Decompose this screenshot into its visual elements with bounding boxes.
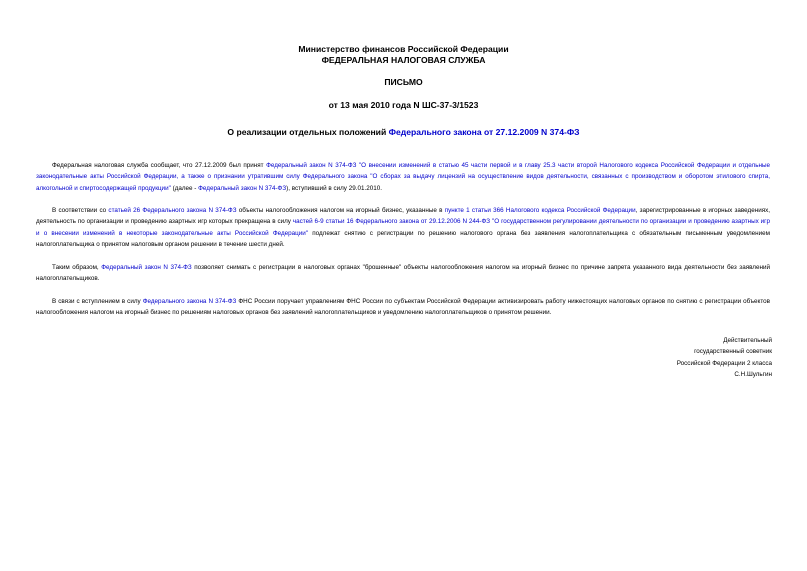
document-header <box>0 44 807 110</box>
paragraph-1: Федеральная налоговая служба сообщает, что 27.12.2009 был принят Федеральный закон N 374-ФЗ "О внесении изменений в статью 45 части первой и в главу 25.3 части второй Налогового кодекса Российской Федерации и отдельные законодательные акты Российской Федерации, а также о признании утратившим силу Федерального закона "О сборах за выдачу лицензий на осуществление видов деятельности, связанных с производством и оборотом этилового спирта, алкогольной и спиртосодержащей продукции" (далее - Федеральный закон N 374-ФЗ), вступивший в силу 29.01.2010. <box>36 162 770 192</box>
law-374-link[interactable]: Федеральный закон N 374-ФЗ <box>198 184 287 192</box>
title-text: О реализации отдельных положений <box>227 127 389 137</box>
paragraph-2: В соответствии со статьей 26 Федерального закона N 374-ФЗ объекты налогообложения налогом на игорный бизнес, указанные в пункте 1 статьи 366 Налогового кодекса Российской Федерации, зарегистрированные в игорных заведениях, деятельность по организации и проведению азартных игр которых прекращена в силу частей 6-9 статьи 16 Федерального закона от 29.12.2006 N 244-ФЗ "О государственном регулировании деятельности по организации и проведению азартных игр и о внесении изменений в некоторые законодательные акты Российской Федерации" подлежат снятию с регистрации по решению налогового органа без заявления налогоплательщика с обязательным письменным уведомлением налогоплательщика о принятом налоговым органом решении в течение шести дней. <box>36 207 771 249</box>
law-244-link[interactable]: частей 6-9 статьи 16 Федерального закона от 29.12.2006 N 244-ФЗ "О государственном регулировании деятельности по организации и проведению азартных игр и о внесении изменений в некоторые законодательные акты Российской Федерации" <box>36 218 770 237</box>
title-law-link[interactable]: Федерального закона от 27.12.2009 N 374-ФЗ <box>388 127 580 137</box>
article-26-link[interactable]: статьей 26 Федерального закона N 374-ФЗ <box>108 207 237 215</box>
tax-code-366-link[interactable]: пункте 1 статьи 366 Налогового кодекса Российской Федерации <box>444 207 636 215</box>
paragraph-3: Таким образом, Федеральный закон N 374-ФЗ позволяет снимать с регистрации в налоговых органах "брошенные" объекты налогообложения налогом на игорный бизнес по причине запрета указанного вида деятельности без заявлений налогоплательщиков. <box>36 263 770 282</box>
law-374-link[interactable]: Федеральный закон N 374-ФЗ <box>101 263 192 271</box>
ministry-name: Министерство финансов Российской Федерации <box>298 44 509 54</box>
signer-rank-line-1: Действительный <box>723 337 772 344</box>
document-body <box>36 160 770 329</box>
service-name: ФЕДЕРАЛЬНАЯ НАЛОГОВАЯ СЛУЖБА <box>321 54 486 65</box>
law-374-link[interactable]: Федерального закона N 374-ФЗ <box>142 297 237 305</box>
document-type: ПИСЬМО <box>384 77 423 87</box>
signer-name: С.Н.Шульгин <box>734 370 772 378</box>
signer-rank-line-2: государственный советник <box>694 348 772 356</box>
paragraph-4: В связи с вступлением в силу Федерального закона N 374-ФЗ ФНС России поручает управлениям ФНС России по субъектам Российской Федерации активизировать работу нижестоящих налоговых органов по снятию с регистрации объектов налогообложения налогом на игорный бизнес по решениям налоговых органов без заявлений налогоплательщиков и уведомлению налогоплательщиков о принятом решении. <box>36 297 770 316</box>
document-title <box>0 127 807 137</box>
law-374-full-link[interactable]: Федеральный закон N 374-ФЗ "О внесении изменений в статью 45 части первой и в главу 25.3 части второй Налогового кодекса Российской Федерации и отдельные законодательные акты Российской Федерации, а также о признании утратившим силу Федерального закона "О сборах за выдачу лицензий на осуществление видов деятельности, связанных с производством и оборотом этилового спирта, алкогольной и спиртосодержащей продукции" <box>36 162 770 192</box>
signature-block <box>600 335 772 380</box>
signer-rank-line-3: Российской Федерации 2 класса <box>676 359 772 367</box>
document-date-number: от 13 мая 2010 года N ШС-37-3/1523 <box>328 99 479 110</box>
